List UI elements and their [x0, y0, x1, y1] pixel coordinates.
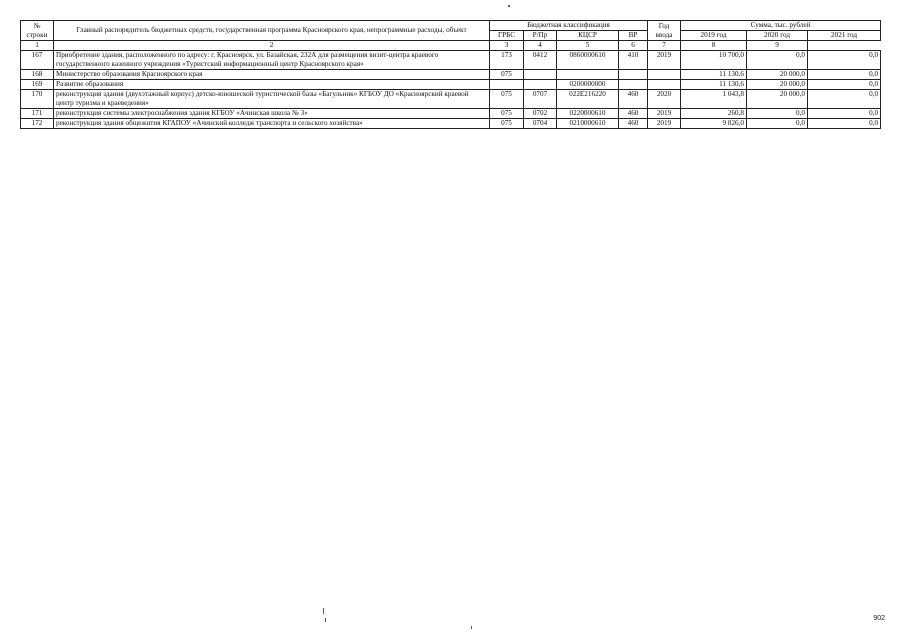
header-2020: 2020 год [747, 31, 808, 41]
column-number-row [21, 41, 881, 51]
cell-row-number: 170 [21, 90, 54, 109]
cell-sum-2020: 20 000,0 [747, 90, 808, 109]
cell-year: 2019 [648, 109, 681, 119]
scan-speck [325, 618, 326, 622]
header-row-number-line1: № [33, 21, 41, 30]
scan-speck [508, 5, 510, 7]
cell-row-number: 168 [21, 70, 54, 80]
cell-vr: 460 [619, 90, 648, 109]
cell-sum-2019: 9 826,0 [681, 119, 747, 129]
header-sum: Сумма, тыс. рублей [681, 21, 881, 31]
cell-rpr: 0702 [524, 109, 557, 119]
cell-sum-2021: 0,0 [808, 90, 881, 109]
header-name: Главный распорядитель бюджетных средств, государственная программа Красноярского края, непрограммные расходы, объект [54, 21, 490, 41]
cell-name: Развитие образования [54, 80, 490, 90]
cell-sum-2020: 0,0 [747, 109, 808, 119]
cell-kcsr: 0200000000 [557, 80, 619, 90]
table-header [21, 21, 881, 51]
cell-row-number: 172 [21, 119, 54, 129]
cell-year [648, 70, 681, 80]
cell-sum-2020: 0,0 [747, 119, 808, 129]
header-grbs: ГРБС [490, 31, 524, 41]
column-number: 5 [557, 41, 619, 51]
table-row [21, 119, 881, 129]
header-2021: 2021 год [808, 31, 881, 41]
cell-kcsr: 0210000610 [557, 119, 619, 129]
cell-kcsr: 0860000610 [557, 51, 619, 70]
cell-sum-2019: 260,8 [681, 109, 747, 119]
cell-name: реконструкция системы электроснабжения здания КГБОУ «Ачинская школа № 3» [54, 109, 490, 119]
budget-table [20, 20, 881, 129]
cell-rpr: 0707 [524, 90, 557, 109]
cell-year [648, 80, 681, 90]
cell-name: Министерство образования Красноярского края [54, 70, 490, 80]
scan-speck [323, 608, 324, 614]
cell-grbs: 075 [490, 90, 524, 109]
cell-sum-2021: 0,0 [808, 119, 881, 129]
cell-rpr: 0704 [524, 119, 557, 129]
cell-sum-2021: 0,0 [808, 70, 881, 80]
column-number: 9 [747, 41, 808, 51]
table-row [21, 109, 881, 119]
cell-sum-2021: 0,0 [808, 51, 881, 70]
cell-rpr [524, 70, 557, 80]
header-kcsr: КЦСР [557, 31, 619, 41]
cell-row-number: 171 [21, 109, 54, 119]
cell-vr: 460 [619, 109, 648, 119]
cell-vr: 410 [619, 51, 648, 70]
table-body [21, 51, 881, 129]
header-row-number [21, 21, 54, 41]
cell-sum-2021: 0,0 [808, 109, 881, 119]
header-rpr: Р/Пр [524, 31, 557, 41]
column-number: 7 [648, 41, 681, 51]
cell-year: 2019 [648, 51, 681, 70]
table-row [21, 70, 881, 80]
cell-rpr [524, 80, 557, 90]
cell-sum-2020: 20 000,0 [747, 70, 808, 80]
cell-sum-2021: 0,0 [808, 80, 881, 90]
cell-rpr: 0412 [524, 51, 557, 70]
cell-row-number: 169 [21, 80, 54, 90]
cell-grbs: 075 [490, 109, 524, 119]
cell-vr: 460 [619, 119, 648, 129]
table-row [21, 51, 881, 70]
cell-sum-2019: 11 130,6 [681, 70, 747, 80]
table-row [21, 80, 881, 90]
cell-kcsr: 022E216220 [557, 90, 619, 109]
column-number: 8 [681, 41, 747, 51]
column-number: 1 [21, 41, 54, 51]
cell-name: реконструкция здания (двухэтажный корпус) детско-юношеской туристической базы «Багульник» КГБОУ ДО «Красноярский краевой центр туризма и краеведения» [54, 90, 490, 109]
cell-row-number: 167 [21, 51, 54, 70]
cell-year: 2019 [648, 119, 681, 129]
cell-sum-2020: 20 000,0 [747, 80, 808, 90]
cell-name: реконструкция здания общежития КГАПОУ «Ачинский колледж транспорта и сельского хозяйства» [54, 119, 490, 129]
column-number: 6 [619, 41, 648, 51]
header-budget-classification: Бюджетная классификация [490, 21, 648, 31]
table-row [21, 90, 881, 109]
header-year-line1: Год [658, 21, 670, 30]
scan-speck [471, 626, 472, 629]
cell-kcsr [557, 70, 619, 80]
cell-sum-2019: 10 700,0 [681, 51, 747, 70]
column-number: 3 [490, 41, 524, 51]
column-number: 4 [524, 41, 557, 51]
cell-grbs: 173 [490, 51, 524, 70]
cell-sum-2019: 11 130,6 [681, 80, 747, 90]
page-number: 902 [873, 615, 885, 622]
header-year-line2: ввода [655, 30, 673, 39]
header-year [648, 21, 681, 41]
header-vr: ВР [619, 31, 648, 41]
header-row-number-line2: строки [26, 30, 48, 39]
column-number: 2 [54, 41, 490, 51]
cell-sum-2019: 1 043,8 [681, 90, 747, 109]
header-2019: 2019 год [681, 31, 747, 41]
cell-vr [619, 70, 648, 80]
cell-kcsr: 0220000610 [557, 109, 619, 119]
cell-vr [619, 80, 648, 90]
cell-grbs: 075 [490, 119, 524, 129]
cell-grbs [490, 80, 524, 90]
cell-sum-2020: 0,0 [747, 51, 808, 70]
cell-year: 2020 [648, 90, 681, 109]
cell-grbs: 075 [490, 70, 524, 80]
cell-name: Приобретение здания, расположенного по адресу: г. Красноярск, ул. Базайская, 232А для размещения визит-центра краевого государственного казенного учреждения «Туристский информационный центр Красноярского края» [54, 51, 490, 70]
